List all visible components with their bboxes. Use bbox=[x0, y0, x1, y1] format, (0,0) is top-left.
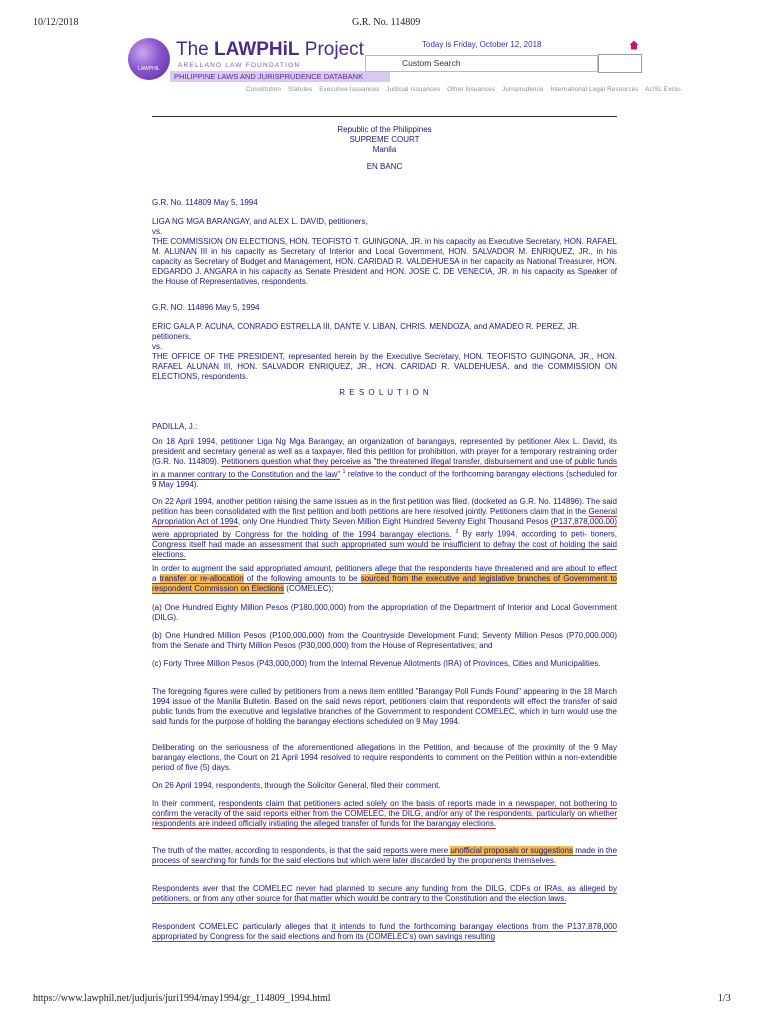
print-header bbox=[0, 0, 768, 28]
division-line: EN BANC bbox=[366, 162, 403, 171]
p7-underlined: respondents claim that petitioners acted solely on the basis of reports made in a newspaper, not bothering to confirm the veracity of the said reports either from the COMELEC, the DILG, and/or any of the respondents, particularly on whether respondents are indeed officially initiating the alleged transfer of funds for the barangay elections. bbox=[152, 799, 617, 829]
case2-vs: vs. bbox=[152, 342, 163, 351]
nav-jurisprudence[interactable]: Jurisprudence bbox=[502, 86, 544, 93]
case1-respondents: THE COMMISSION ON ELECTIONS, HON. TEOFISTO T. GUINGONA, JR. in his capacity as Executive Secretary, HON. RAFAEL M. ALUNAN III in his capacity as Secretary of Interior and Local Government, HON. SALVADOR M. ENRIQUEZ, JR., in his capacity as Secretary of Budget and Management, HON. CARIDAD R. VALDEHUESA in her capacity as National Treasurer, HON. EDGARDO J. ANGARA in his capacity as Senate President and HON. JOSE C. DE VENECIA, JR. in his capacity as Speaker of the House of Representatives, respondents. bbox=[152, 237, 617, 287]
today-date: Today is Friday, October 12, 2018 bbox=[422, 40, 542, 49]
p2-underlined-amount: (P137,878,000.00) were appropriated by Congress for the holding of the 1994 barangay elections. bbox=[152, 517, 618, 539]
nav-ausl-exclusive[interactable]: AUSL Exclu- bbox=[645, 86, 683, 93]
p3-underlined-allege: allege that the respondents have threatened and are about to effect a bbox=[152, 564, 617, 584]
print-title: G.R. No. 114809 bbox=[352, 17, 421, 28]
p1-underlined: Petitioners question what they perceive as "the threatened illegal transfer, disbursement and use of public funds in a manner contrary to the Constitution and the law" bbox=[152, 457, 617, 479]
site-logo[interactable] bbox=[128, 38, 368, 88]
item-b: (b) One Hundred Million Pesos (P100,000,000) from the Countryside Development Fund; Seventy Million Pesos (P70,000,000) from the Senate and Thirty Million Pesos (P30,000,000) from the House of Representatives; and bbox=[152, 631, 617, 651]
globe-icon bbox=[128, 38, 170, 80]
nav-statutes[interactable]: Statutes bbox=[288, 86, 313, 93]
court-line: SUPREME COURT bbox=[349, 135, 420, 145]
resolution-heading: R E S O L U T I O N bbox=[339, 388, 430, 397]
p3-underlined-amounts: of the following amounts to be bbox=[243, 574, 361, 584]
paragraph-7 bbox=[152, 799, 617, 829]
p3-highlight-sourced: sourced from the executive and legislative branches of Government to respondent Commission on Elections bbox=[152, 574, 618, 594]
paragraph-9 bbox=[152, 884, 617, 904]
site-subtitle: ARELLANO LAW FOUNDATION bbox=[178, 62, 301, 69]
case2-petitioners: ERIC GALA P. ACUNA, CONRADO ESTRELLA III, DANTE V. LIBAN, CHRIS. MENDOZA, and AMADEO R. PEREZ, JR. petitioners, bbox=[152, 322, 580, 342]
site-title-suffix: Project bbox=[299, 39, 364, 60]
nav-constitution[interactable]: Constitution bbox=[246, 86, 282, 93]
home-icon[interactable] bbox=[629, 40, 639, 50]
paragraph-2 bbox=[152, 497, 617, 560]
p3-highlight-transfer: transfer or re-allocation bbox=[159, 574, 244, 584]
paragraph-4: The foregoing figures were culled by petitioners from a news item entitled "Barangay Poll Funds Found" appearing in the 18 March 1994 issue of the Manila Bulletin. Based on the said news report, petitioners claim that respondents will effect the transfer of said public funds from the executive and legislative branches of the Government to respondent COMELEC, which in turn would use the said funds for the purpose of holding the barangay elections scheduled on 9 May 1994. bbox=[152, 687, 617, 727]
ponente: PADILLA, J.: bbox=[152, 422, 198, 431]
footnote-1-link[interactable]: 1 bbox=[342, 469, 346, 476]
nav-judicial-issuances[interactable]: Judicial Issuances bbox=[386, 86, 441, 93]
paragraph-1 bbox=[152, 437, 617, 490]
top-nav bbox=[246, 86, 687, 93]
p2-act-link[interactable]: General Apropriation Act of 1994 bbox=[152, 507, 617, 527]
site-title bbox=[176, 39, 364, 61]
p9-text-a: Respondents aver that the COMELEC bbox=[152, 884, 296, 893]
case1-petitioners: LIGA NG MGA BARANGAY, and ALEX L. DAVID, petitioners, bbox=[152, 217, 368, 226]
site-tagline-bar bbox=[170, 71, 390, 82]
footnote-2-link[interactable]: 2 bbox=[455, 529, 459, 536]
item-c: (c) Forty Three Million Pesos (P43,000,000) from the Internal Revenue Allotments (IRA) of Provinces, Cities and Municipalities. bbox=[152, 659, 601, 668]
p7-text-a: In their comment, bbox=[152, 799, 219, 808]
p2-underlined-assessment: Congress itself had made an assessment that such appropriated sum would be insufficient to defray the cost of holding the said elections. bbox=[152, 540, 617, 560]
city-line: Manila bbox=[372, 145, 397, 155]
paragraph-10 bbox=[152, 922, 617, 942]
p8-underlined-rest: made in the process of searching for funds for the said elections but which were later discarded by the proponents themselves. bbox=[152, 846, 618, 866]
paragraph-8 bbox=[152, 846, 617, 866]
p1-text-d: relative to the conduct of the forthcoming barangay elections (scheduled for 9 May 1994). bbox=[152, 469, 618, 490]
site-title-bold: LAWPHiL bbox=[214, 39, 300, 60]
header-divider bbox=[152, 116, 617, 117]
logo-globe-text: LAWPHIL bbox=[138, 66, 160, 72]
search-placeholder: Custom Search bbox=[402, 58, 461, 68]
site-tagline: PHILIPPINE LAWS AND JURISPRUDENCE DATABANK bbox=[174, 72, 364, 81]
search-button[interactable] bbox=[598, 54, 642, 73]
paragraph-3 bbox=[152, 564, 617, 594]
site-title-prefix: The bbox=[176, 39, 215, 60]
p3-text-f: (COMELEC); bbox=[284, 584, 334, 594]
p2-text-c: , only One Hundred Thirty Seven Million Eight Hundred Seventy Eight Thousand Pesos bbox=[237, 517, 551, 527]
print-date: 10/12/2018 bbox=[33, 17, 79, 28]
paragraph-6: On 26 April 1994, respondents, through the Solicitor General, filed their comment. bbox=[152, 781, 441, 790]
case2-respondents: THE OFFICE OF THE PRESIDENT, represented herein by the Executive Secretary, HON. TEOFISTO GUINGONA, JR., HON. RAFAEL ALUNAN III, HON. SALVADOR ENRIQUEZ, JR., HON. CARIDAD R. VALDEHUESA, and the COMMISSION ON ELECTIONS, respondents. bbox=[152, 352, 617, 382]
p3-text-a: In order to augment the said appropriated amount, petitioners bbox=[152, 564, 375, 573]
paragraph-5: Deliberating on the seriousness of the aforementioned allegations in the Petition, and because of the proximity of the 9 May barangay elections, the Court on 21 April 1994 resolved to require respondents to comment on the Petition within a non-extendible period of five (5) days. bbox=[152, 743, 617, 773]
case1-vs: vs. bbox=[152, 227, 163, 236]
nav-other-issuances[interactable]: Other Issuances bbox=[447, 86, 496, 93]
p1-text-a: On 18 April 1994, petitioner Liga Ng Mga Barangay, an organization of barangays, represented by petitioner Alex L. David, its president and secretary general as well as a taxpayer, filed this petition for prohibition, with prayer for a temporary restraining order (G.R. No. 114809). bbox=[152, 437, 617, 467]
p8-underlined-reports: reports were mere bbox=[383, 846, 451, 855]
p2-text-e: By early 1994, according to peti- tioners, bbox=[458, 529, 617, 539]
print-footer-page: 1/3 bbox=[718, 993, 731, 1004]
republic-line: Republic of the Philippines bbox=[337, 125, 432, 134]
p9-underlined: never had planned to secure any funding from the DILG, CDFs or IRAs, as alleged by petitioners, or from any other source for that matter which would be contrary to the Constitution and the election laws. bbox=[152, 884, 617, 904]
nav-executive-issuances[interactable]: Executive Issuances bbox=[319, 86, 380, 93]
item-a: (a) One Hundred Eighty Million Pesos (P180,000,000) from the appropriation of the Department of Interior and Local Government (DILG). bbox=[152, 603, 617, 623]
nav-international-legal-resources[interactable]: International Legal Resources bbox=[550, 86, 639, 93]
p10-text-a: Respondent COMELEC particularly alleges that bbox=[152, 922, 332, 931]
p2-text-a: On 22 April 1994, another petition raising the same issues as in the first petition was filed, (docketed as G.R. No. 114896). The said petition has been consolidated with the first petition and both petitions are here resolved jointly. Petitioners claim that in the bbox=[152, 497, 617, 517]
print-footer-url: https://www.lawphil.net/judjuris/juri1994/may1994/gr_114809_1994.html bbox=[33, 993, 331, 1004]
case1-number: G.R. No. 114809 May 5, 1994 bbox=[152, 198, 258, 207]
p8-highlight-proposals: unofficial proposals or suggestions bbox=[450, 846, 573, 855]
search-input[interactable] bbox=[365, 55, 598, 72]
p8-text-a: The truth of the matter, according to respondents, is that the said bbox=[152, 846, 384, 855]
court-header bbox=[152, 125, 617, 155]
case2-number: G.R. NO. 114896 May 5, 1994 bbox=[152, 303, 260, 312]
p10-underlined: it intends to fund the forthcoming barangay elections from the P137,878,000 appropriated by Congress for the said elections and from its (COMELEC's) own savings resulting bbox=[152, 922, 618, 942]
